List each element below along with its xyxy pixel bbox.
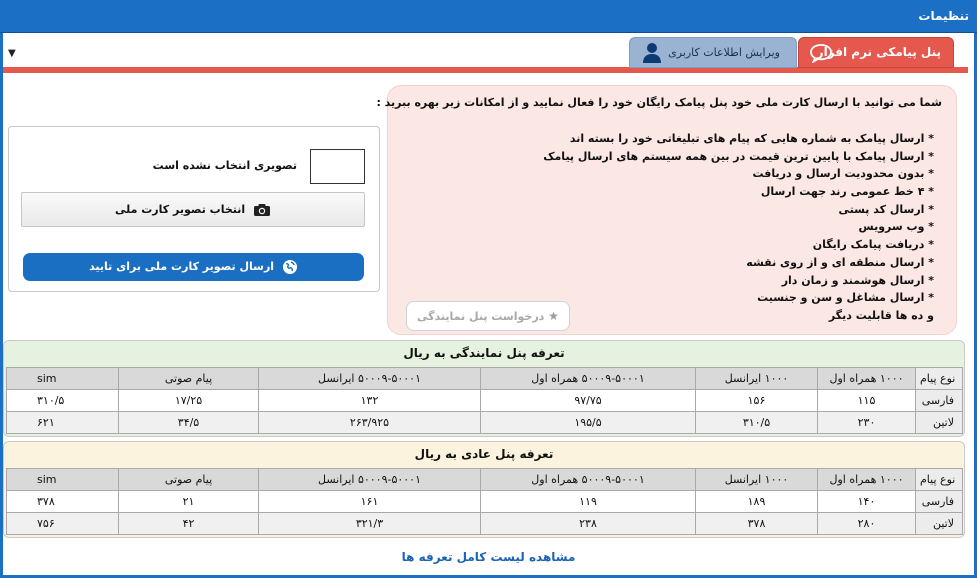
tab-edit-user-info-label: ویرایش اطلاعات کاربری [668,46,780,59]
table-cell: ۱۱۵ [818,390,916,412]
header-cell: ۱۰۰۰ همراه اول [818,469,916,491]
header-cell: نوع پیام [916,469,963,491]
table-row[interactable] [7,390,963,412]
request-agent-panel-button[interactable] [406,301,570,331]
table-header-row [7,469,963,491]
header-cell: ۵۰۰۰۹-۵۰۰۰۱ همراه اول [481,469,696,491]
feature-item: * دریافت پیامک رایگان [812,238,934,252]
window-title: تنظیمات [918,9,969,23]
table-header-row [7,368,963,390]
table-cell: ۲۳۰ [818,412,916,434]
feature-item: * ارسال کد پستی [838,202,934,216]
feature-item: * ارسال هوشمند و زمان دار [781,273,934,287]
table-cell: لاتین [916,412,963,434]
normal-tariff-section [3,441,965,538]
normal-tariff-table [6,468,963,535]
national-card-upload-panel [8,126,380,292]
table-row[interactable] [7,513,963,535]
feature-item: * ارسال منطقه ای و از روی نقشه [746,255,934,269]
table-cell: ۹۷/۷۵ [481,390,696,412]
header-cell: ۱۰۰۰ ایرانسل [696,368,818,390]
features-info-box [376,85,957,335]
table-cell: ۲۳۸ [481,513,696,535]
vertical-scrollbar[interactable] [966,73,974,543]
send-card-image-label: ارسال تصویر کارت ملی برای تایید [89,260,275,273]
table-cell: ۳۷۸ [696,513,818,535]
chat-bubble-icon [809,43,833,63]
header-cell: ۱۰۰۰ همراه اول [818,368,916,390]
table-cell: ۱۳۲ [259,390,481,412]
header-cell: پیام صوتی [119,368,259,390]
window-title-bar [0,0,977,33]
normal-tariff-title: تعرفه پنل عادی به ریال [414,447,554,461]
header-cell: ۱۰۰۰ ایرانسل [696,469,818,491]
table-row[interactable] [7,491,963,513]
request-agent-panel-label: درخواست پنل نمایندگی [417,310,545,323]
table-cell: ۳۱۰/۵ [696,412,818,434]
feature-item: * ارسال پیامک به شماره هایی که پیام های تبلیغاتی خود را بسته اند [569,132,934,145]
table-cell: ۷۵۶ [7,513,119,535]
table-cell: ۱۶۱ [259,491,481,513]
header-cell: پیام صوتی [119,469,259,491]
agent-tariff-title: تعرفه پنل نمایندگی به ریال [403,346,565,360]
choose-card-image-label: انتخاب تصویر کارت ملی [114,203,246,216]
feature-item: * ارسال پیامک با پایین ترین قیمت در بین همه سیستم های ارسال پیامک [543,149,934,163]
globe-icon [282,259,298,275]
header-cell: ۵۰۰۰۹-۵۰۰۰۱ همراه اول [481,368,696,390]
full-tariff-list-link[interactable]: مشاهده لیست کامل تعرفه ها [401,550,576,564]
features-intro-text: شما می توانید با ارسال کارت ملی خود پنل پیامک رایگان خود را فعال نمایید و از امکانات زیر بهره ببرید : [376,96,942,109]
table-cell: لاتین [916,513,963,535]
feature-item: * ۴ خط عمومی رند جهت ارسال [760,185,934,199]
table-cell: ۳۱۰/۵ [7,390,119,412]
table-cell: ۳۴/۵ [119,412,259,434]
table-cell: ۲۸۰ [818,513,916,535]
table-cell: فارسی [916,390,963,412]
header-cell: sim [7,469,119,491]
header-cell: نوع پیام [916,368,963,390]
tab-sms-panel[interactable] [798,37,954,68]
table-cell: ۲۶۳/۹۲۵ [259,412,481,434]
tab-edit-user-info[interactable] [629,37,797,68]
table-cell: ۴۲ [119,513,259,535]
send-card-image-button[interactable] [23,253,364,281]
image-preview-box [310,149,365,184]
choose-card-image-button[interactable] [21,192,365,227]
table-row[interactable] [7,412,963,434]
star-icon: ★ [548,309,559,323]
tab-sms-panel-label: پنل پیامکی نرم افزار [816,45,941,59]
table-cell: ۱۷/۲۵ [119,390,259,412]
image-status-text: تصویری انتخاب نشده است [152,159,297,172]
user-icon [642,42,662,64]
feature-item: و ده ها قابلیت دیگر [828,308,934,322]
table-cell: ۶۲۱ [7,412,119,434]
table-cell: ۱۸۹ [696,491,818,513]
header-cell: ۵۰۰۰۹-۵۰۰۰۱ ایرانسل [259,469,481,491]
agent-tariff-table [6,367,963,434]
table-cell: ۲۱ [119,491,259,513]
feature-item: * بدون محدودیت ارسال و دریافت [752,167,934,181]
agent-tariff-section [3,340,965,437]
header-cell: ۵۰۰۰۹-۵۰۰۰۱ ایرانسل [259,368,481,390]
table-cell: ۳۷۸ [7,491,119,513]
table-cell: ۱۵۶ [696,390,818,412]
table-cell: ۱۱۹ [481,491,696,513]
features-list [543,130,934,325]
feature-item: * ارسال مشاغل و سن و جنسیت [757,291,934,305]
feature-item: * وب سرویس [858,220,934,234]
table-cell: ۱۴۰ [818,491,916,513]
table-cell: ۱۹۵/۵ [481,412,696,434]
header-cell: sim [7,368,119,390]
dropdown-arrow-icon[interactable]: ▼ [8,48,16,59]
table-cell: ۳۲۱/۳ [259,513,481,535]
camera-icon [253,203,271,217]
table-cell: فارسی [916,491,963,513]
